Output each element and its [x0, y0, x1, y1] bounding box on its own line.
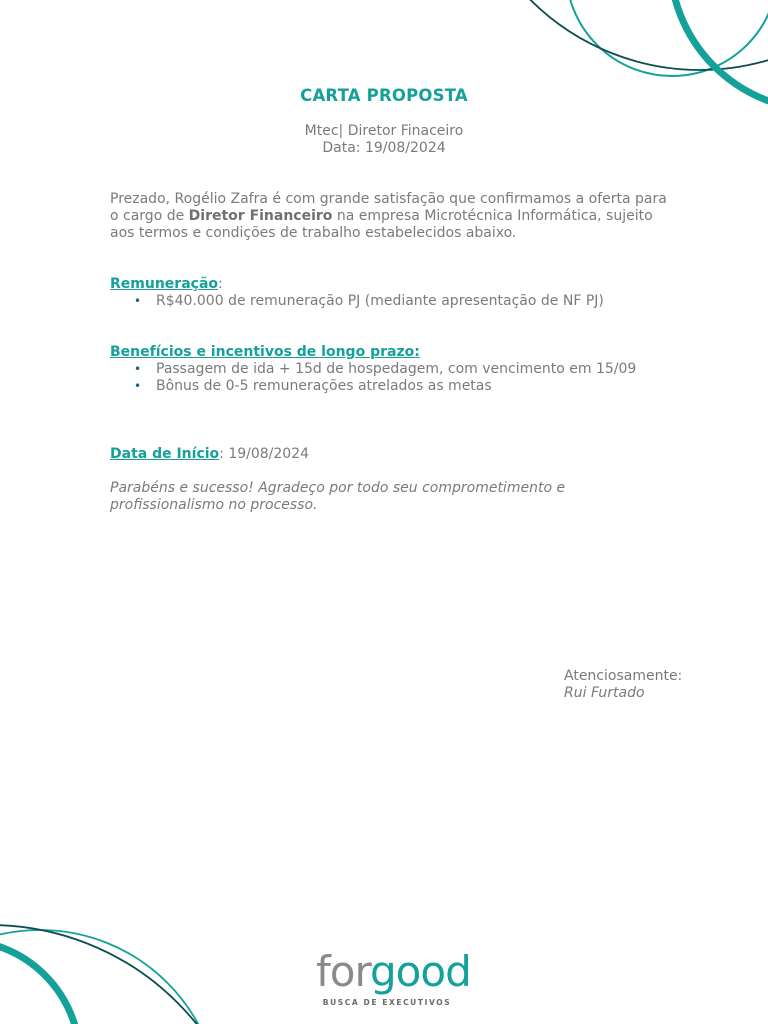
bullet-icon: • — [134, 294, 142, 308]
remuneracao-list — [110, 293, 670, 310]
section-beneficios — [110, 344, 670, 395]
logo-word-for: for — [316, 947, 371, 996]
intro-text-part2: na empresa Microtécnica Informática, sujeito aos termos e condições de trabalho estabelecidos abaixo. — [110, 208, 653, 241]
inicio-heading: Data de Início — [110, 446, 220, 462]
bullet-icon: • — [134, 379, 142, 393]
logo-word-good: good — [370, 947, 471, 996]
beneficios-list — [110, 361, 655, 395]
list-item-text: Bônus de 0-5 remunerações atrelados as metas — [156, 378, 492, 394]
list-item — [110, 378, 655, 395]
bullet-icon: • — [134, 362, 142, 376]
section-data-inicio — [110, 446, 670, 463]
signature-label: Atenciosamente: — [564, 668, 683, 684]
section-remuneracao — [110, 276, 670, 310]
intro-paragraph — [110, 191, 670, 242]
remuneracao-colon: : — [218, 276, 223, 292]
subtitle-date: Data: 19/08/2024 — [322, 140, 446, 156]
subtitle-company-role: Mtec| Diretor Finaceiro — [304, 123, 464, 139]
intro-role-bold: Diretor Financeiro — [188, 208, 333, 224]
signature-block — [564, 668, 682, 702]
forgood-logo — [316, 947, 471, 1007]
document-subtitle — [0, 123, 768, 157]
list-item — [110, 293, 670, 310]
remuneracao-heading: Remuneração — [110, 276, 219, 292]
closing-message: Parabéns e sucesso! Agradeço por todo seu comprometimento e profissionalismo no processo. — [110, 480, 566, 513]
inicio-value: : 19/08/2024 — [219, 446, 310, 462]
logo-tagline: BUSCA DE EXECUTIVOS — [322, 998, 452, 1007]
intro-text-part1: Prezado, Rogélio Zafra é com grande satisfação que confirmamos a oferta para o cargo de — [110, 191, 667, 224]
list-item-text: R$40.000 de remuneração PJ (mediante apresentação de NF PJ) — [156, 293, 604, 309]
list-item — [110, 361, 655, 378]
signature-name: Rui Furtado — [564, 685, 645, 701]
list-item-text: Passagem de ida + 15d de hospedagem, com vencimento em 15/09 — [156, 361, 637, 377]
beneficios-heading: Benefícios e incentivos de longo prazo: — [110, 344, 420, 360]
document-title: CARTA PROPOSTA — [300, 86, 468, 105]
